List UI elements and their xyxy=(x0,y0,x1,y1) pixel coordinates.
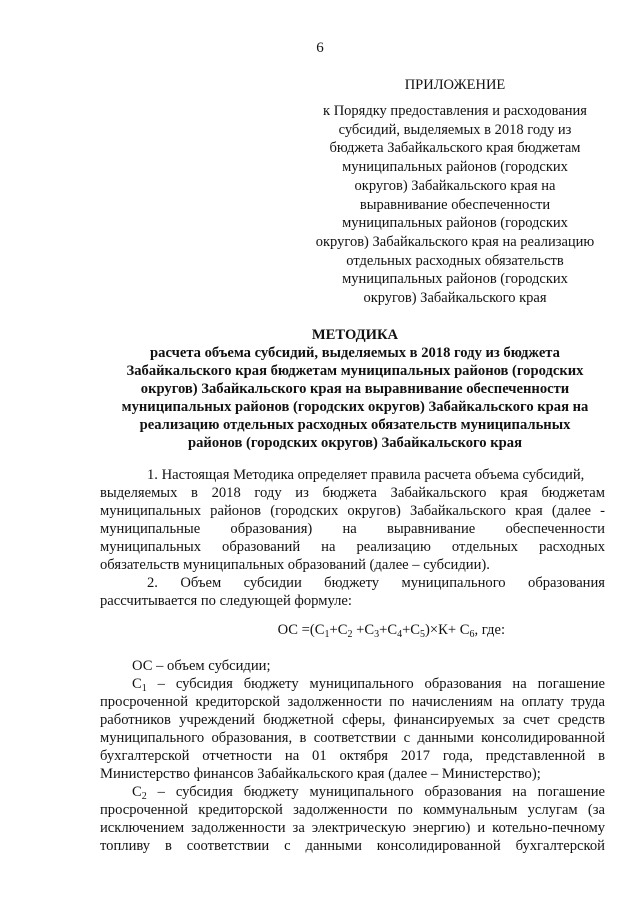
appendix-line: к Порядку предоставления и расходования xyxy=(323,103,587,119)
methodology-subtitle-line: расчета объема субсидий, выделяемых в 2018 году из бюджета xyxy=(150,345,560,361)
appendix-line: муниципальных районов (городских xyxy=(342,159,568,176)
definition-line: муниципального образования, в соответствии с данными консолидированной xyxy=(100,730,605,746)
methodology-subtitle xyxy=(100,344,610,452)
appendix-line: муниципальных районов (городских xyxy=(342,215,568,232)
paragraph-line: 1. Настоящая Методика определяет правила расчета объема субсидий, xyxy=(147,467,585,483)
definition-line: просроченной кредиторской задолженности по коммунальным услугам (за xyxy=(100,802,605,818)
definition-line: работников учреждений бюджетной сферы, финансируемых за счет средств xyxy=(100,712,605,728)
methodology-title: МЕТОДИКА xyxy=(311,327,399,343)
appendix-line: выравнивание обеспеченности xyxy=(359,196,551,213)
appendix-line: бюджета Забайкальского края бюджетам xyxy=(329,140,581,157)
paragraph-1 xyxy=(100,466,605,574)
paragraph-line: муниципальные образования) на выравнивание обеспеченности xyxy=(100,521,605,537)
paragraph-line: рассчитывается по следующей формуле: xyxy=(100,593,352,609)
page-number: 6 xyxy=(316,40,324,56)
paragraph-2 xyxy=(100,574,605,610)
appendix-line: округов) Забайкальского края на реализацию xyxy=(315,233,595,250)
definition-c1: $С_1$ – субсидия бюджету муниципального образования на погашение xyxy=(132,676,605,694)
definition-line: топливу в соответствии с данными консолидированной бухгалтерской xyxy=(100,838,605,854)
methodology-subtitle-line: районов (городских округов) Забайкальского края xyxy=(188,435,522,451)
appendix-line: муниципальных районов (городских xyxy=(342,271,568,288)
paragraph-line: выделяемых в 2018 году из бюджета Забайкальского края бюджетам xyxy=(100,485,605,501)
subsidy-formula: ОС $=(С_1+С_2 +С_3+С_4+С_5)\times К+ С_6$, где: xyxy=(277,622,505,640)
methodology-subtitle-line: муниципальных районов (городских округов) Забайкальского края на xyxy=(121,399,589,415)
definition-line: бухгалтерской отчетности на 01 октября 2017 года, представленной в xyxy=(100,748,605,764)
paragraph-line: муниципальных образований на реализацию отдельных расходных xyxy=(100,539,605,555)
definition-os: ОС – объем субсидии; xyxy=(132,658,271,674)
methodology-subtitle-line: округов) Забайкальского края на выравнивание обеспеченности xyxy=(140,381,570,397)
appendix-line: отдельных расходных обязательств xyxy=(346,252,564,269)
appendix-title: ПРИЛОЖЕНИЕ xyxy=(404,77,506,93)
paragraph-line: муниципальных районов (городских округов) Забайкальского края (далее - xyxy=(100,503,605,519)
definitions xyxy=(100,657,605,855)
definition-c2: $С_2$ – субсидия бюджету муниципального образования на погашение xyxy=(132,784,605,802)
methodology-subtitle-line: Забайкальского края бюджетам муниципальных районов (городских xyxy=(126,363,584,379)
appendix-subtitle xyxy=(300,102,610,308)
appendix-line: округов) Забайкальского края xyxy=(363,290,547,307)
appendix-line: субсидий, выделяемых в 2018 году из xyxy=(338,121,572,138)
methodology-subtitle-line: реализацию отдельных расходных обязательств муниципальных xyxy=(139,417,571,433)
appendix-line: округов) Забайкальского края на xyxy=(354,177,556,194)
definition-line: просроченной кредиторской задолженности по начислениям на оплату труда xyxy=(100,694,605,710)
paragraph-line: обязательств муниципальных образований (далее – субсидии). xyxy=(100,557,490,573)
definition-line: Министерство финансов Забайкальского края (далее – Министерство); xyxy=(100,766,541,782)
definition-line: исключением задолженности за электрическую энергию) и котельно-печному xyxy=(100,820,605,836)
paragraph-line: 2. Объем субсидии бюджету муниципального образования xyxy=(147,575,605,591)
